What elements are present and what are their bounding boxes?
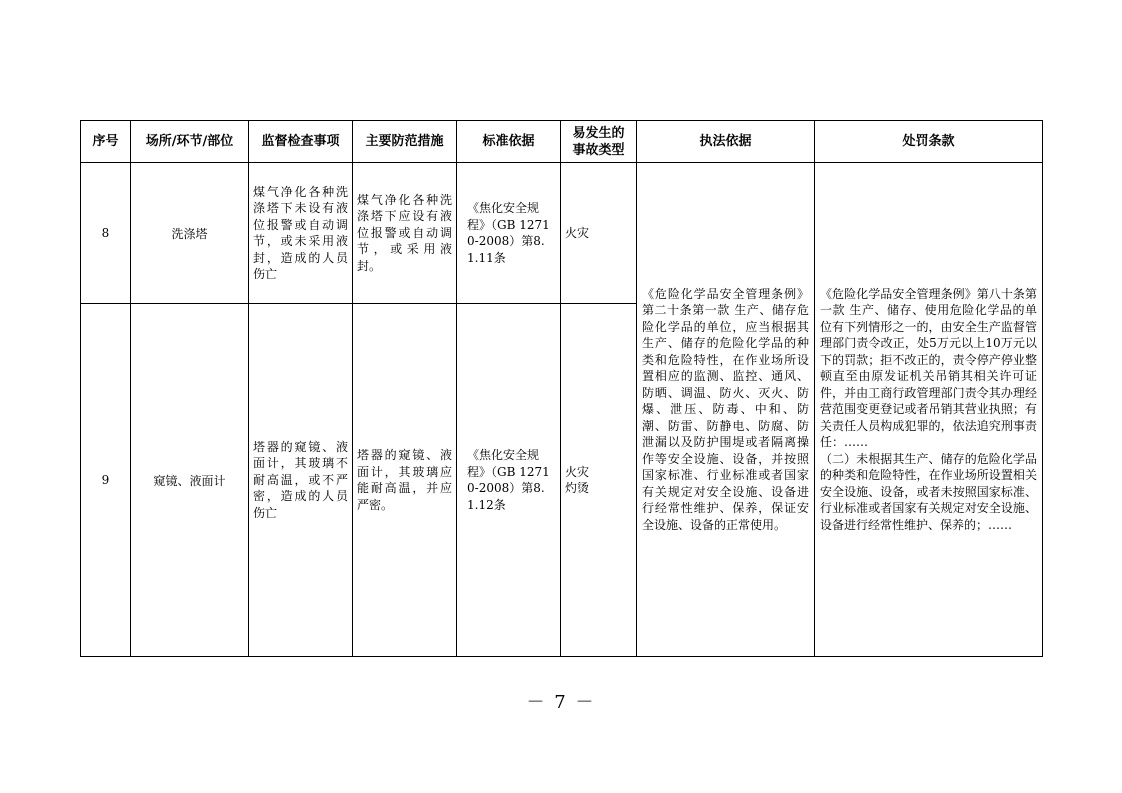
row-no: 8 xyxy=(81,163,131,304)
table-row xyxy=(81,163,1043,304)
row-inspection-item: 煤气净化各种洗涤塔下未设有液位报警或自动调节，或未采用液封，造成的人员伤亡 xyxy=(249,163,353,304)
col-header-no: 序号 xyxy=(81,121,131,163)
penalty-cell: 《危险化学品安全管理条例》第八十条第一款 生产、储存、使用危险化学品的单位有下列情形之一的，由安全生产监督管理部门责令改正，处5万元以上10万元以下的罚款；拒不改正的，责令停产停业整顿直至由原发证机关吊销其相关许可证件，并由工商行政管理部门责令其办理经营范围变更登记或者吊销其营业执照；有关责任人员构成犯罪的，依法追究刑事责任：…… （二）未根据其生产、储存的危险化学品的种类和危险特性，在作业场所设置相关安全设施、设备，或者未按照国家标准、行业标准或者国家有关规定对安全设施、设备进行经常性维护、保养的；…… xyxy=(815,163,1043,657)
row-standard: 《焦化安全规程》（GB 12710-2008）第8.1.11条 xyxy=(457,163,561,304)
col-header-accident-type: 易发生的 事故类型 xyxy=(561,121,637,163)
law-basis-cell: 《危险化学品安全管理条例》第二十条第一款 生产、储存危险化学品的单位，应当根据其生产、储存的危险化学品的种类和危险特性，在作业场所设置相应的监测、监控、通风、防晒、调温、防火、灭火、防爆、泄压、防毒、中和、防潮、防雷、防静电、防腐、防泄漏以及防护围堤或者隔离操作等安全设施、设备，并按照国家标准、行业标准或者国家有关规定对安全设施、设备进行经常性维护、保养，保证安全设施、设备的正常使用。 xyxy=(637,163,815,657)
col-header-prevention-measure: 主要防范措施 xyxy=(353,121,457,163)
page-number: － 7 － xyxy=(526,692,596,713)
row-accident-type: 火灾 xyxy=(561,163,637,304)
col-header-standard: 标准依据 xyxy=(457,121,561,163)
col-header-inspection-item: 监督检查事项 xyxy=(249,121,353,163)
row-place: 洗涤塔 xyxy=(131,163,249,304)
table-header-row xyxy=(81,121,1043,163)
regulation-table xyxy=(80,120,1043,657)
col-header-penalty: 处罚条款 xyxy=(815,121,1043,163)
row-accident-type: 火灾 灼烫 xyxy=(561,304,637,657)
row-prevention-measure: 塔器的窥镜、液面计，其玻璃应能耐高温，并应严密。 xyxy=(353,304,457,657)
col-header-law-basis: 执法依据 xyxy=(637,121,815,163)
col-header-place: 场所/环节/部位 xyxy=(131,121,249,163)
row-no: 9 xyxy=(81,304,131,657)
row-prevention-measure: 煤气净化各种洗涤塔下应设有液位报警或自动调节，或采用液封。 xyxy=(353,163,457,304)
row-inspection-item: 塔器的窥镜、液面计，其玻璃不耐高温，或不严密，造成的人员伤亡 xyxy=(249,304,353,657)
row-place: 窥镜、液面计 xyxy=(131,304,249,657)
row-standard: 《焦化安全规程》（GB 12710-2008）第8.1.12条 xyxy=(457,304,561,657)
